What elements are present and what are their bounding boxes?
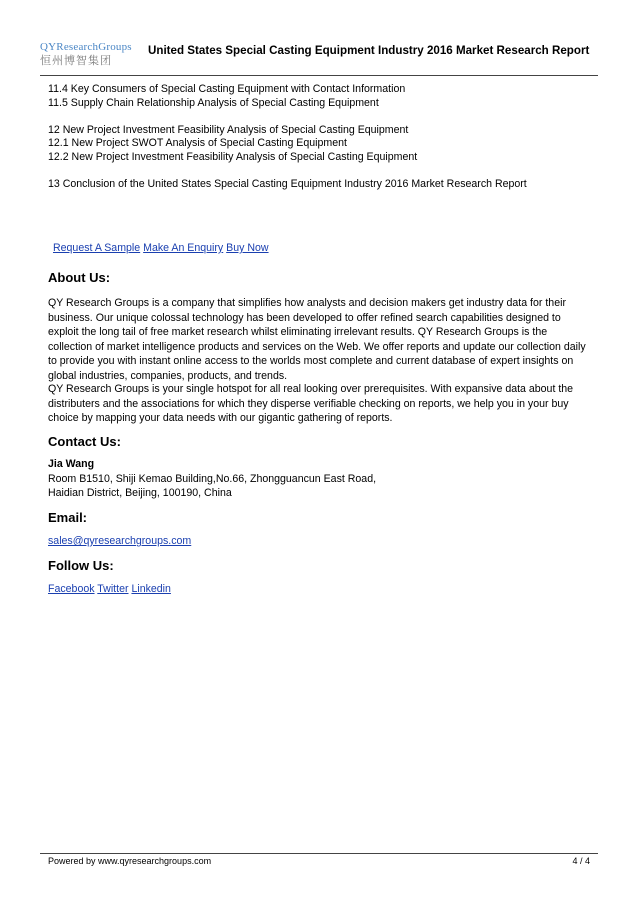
twitter-link[interactable]: Twitter [97, 583, 129, 595]
linkedin-link[interactable]: Linkedin [131, 583, 171, 595]
about-paragraph-2: QY Research Groups is your single hotspot for all real looking over prerequisites. With expansive data about the distributers and the associations for which they disperse verifiable checking on reports, we help you in your buy choice by mapping your data needs with our gigantic gathering of reports. [48, 383, 574, 424]
footer-powered-by: Powered by www.qyresearchgroups.com [48, 856, 212, 866]
about-paragraph-1: QY Research Groups is a company that simplifies how analysts and decision makers get industry data for their business. Our unique colossal technology has been developed to offer refined search capabilities designed to exploit the long tail of free market research whilst eliminating irrelevant results. QY Research Groups is the collection of market intelligence products and services on the Web. We offer reports and update our collection daily to provide you with instant online access to the worlds most complete and current database of expert insights on global industries, companies, products, and trends. [48, 297, 586, 382]
report-title: United States Special Casting Equipment Industry 2016 Market Research Report [148, 44, 590, 57]
table-of-contents [48, 83, 527, 191]
contact-name: Jia Wang [48, 458, 95, 470]
email-heading: Email: [48, 510, 88, 525]
toc-spacer [48, 164, 527, 178]
company-logo [40, 41, 140, 71]
logo-wordmark: QYResearchGroups [40, 41, 132, 53]
toc-line: 12.2 New Project Investment Feasibility Analysis of Special Casting Equipment [48, 150, 418, 163]
action-links [53, 242, 269, 254]
request-sample-link[interactable]: Request A Sample [53, 242, 141, 254]
toc-line: 11.4 Key Consumers of Special Casting Equipment with Contact Information [48, 83, 406, 95]
logo-chinese-name: 恒州博智集团 [40, 54, 112, 67]
contact-address-line-2: Haidian District, Beijing, 100190, China [48, 487, 232, 499]
contact-heading: Contact Us: [48, 434, 121, 449]
toc-line: 12 New Project Investment Feasibility Analysis of Special Casting Equipment [48, 123, 409, 136]
social-links [48, 582, 593, 597]
email-line [48, 534, 593, 549]
toc-line: 13 Conclusion of the United States Special Casting Equipment Industry 2016 Market Research Report [48, 177, 527, 190]
toc-spacer [48, 110, 527, 124]
toc-line: 11.5 Supply Chain Relationship Analysis of Special Casting Equipment [48, 96, 379, 109]
buy-now-link[interactable]: Buy Now [226, 242, 269, 254]
contact-address-line-1: Room B1510, Shiji Kemao Building,No.66, Zhongguancun East Road, [48, 473, 377, 485]
facebook-link[interactable]: Facebook [48, 583, 95, 595]
page-number: 4 / 4 [572, 856, 590, 866]
email-link[interactable]: sales@qyresearchgroups.com [48, 535, 192, 547]
about-heading: About Us: [48, 270, 111, 285]
toc-line: 12.1 New Project SWOT Analysis of Special Casting Equipment [48, 137, 347, 149]
footer-divider [40, 853, 598, 854]
follow-heading: Follow Us: [48, 558, 114, 573]
make-enquiry-link[interactable]: Make An Enquiry [143, 242, 224, 254]
header-divider [40, 75, 598, 76]
